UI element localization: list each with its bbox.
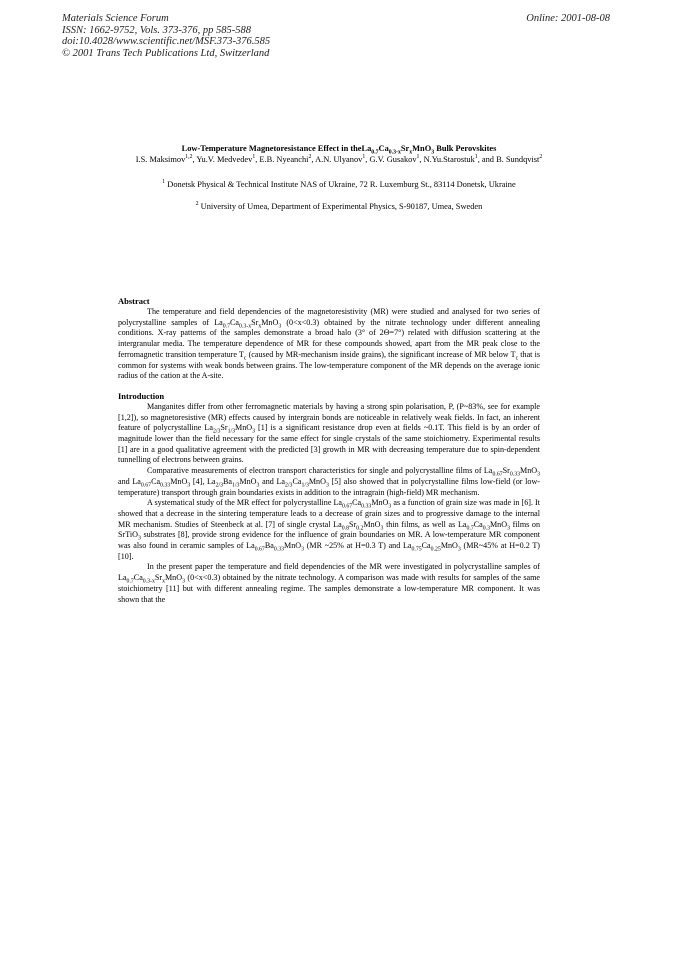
paper-title: Low-Temperature Magnetoresistance Effect in $theLa_{0.7}Ca_{0.3-x}Sr_xMnO_3$ Bulk Perovskites: [181, 144, 497, 156]
author-list: I.S. Maksimov$^{1,2}$, Yu.V. Medvedev$^1$, E.B. Nyeanchi$^2$, A.N. Ulyanov$^1$, G.V. Gusakov$^1$, N.Yu.Starostuk$^1$, and B. Sundqvist$^2$: [135, 154, 543, 164]
paper-body: [118, 296, 540, 605]
abstract-heading: Abstract: [118, 296, 150, 306]
journal-header: [62, 13, 270, 59]
issn-line: ISSN: 1662-9752, Vols. 373-376, pp 585-588: [62, 24, 251, 36]
doi-line[interactable]: doi:10.4028/www.scientific.net/MSF.373-376.585: [62, 36, 271, 48]
journal-name: Materials Science Forum: [62, 13, 169, 24]
section-spacer: [118, 382, 540, 391]
online-date: Online: 2001-08-08: [526, 13, 610, 24]
introduction-heading: Introduction: [118, 390, 165, 401]
intro-paragraph: A systematical study of the MR effect for polycrystalline $La_{0.67}Ca_{0.33}MnO_3$ as a function of grain size was made in [6]. It showed that a decrease in the sintering temperature leads to a decrease of grain sizes and to progressive damage to the internal MR mechanism. Studies of Steenbeck at al. [7] of single crystal $La_{0.8}Sr_{0.2}MnO_3$ thin films, as well as $La_{0.7}Ca_{0.3}MnO_3$ films on SrTiO$_3$ substrates [8], provide strong evidence for the influence of grain boundaries on MR. A low-temperature MR component was also found in ceramic samples of $La_{0.67}Ba_{0.33}MnO_3$ (MR ~25% at H=0.3 T) and $La_{0.75}Ca_{0.25}MnO_3$ (MR~45% at H=0.2 T) [10].: [118, 498, 541, 561]
abstract-text: The temperature and field dependencies of the magnetoresistivity (MR) were studied and analysed for two series of polycrystalline samples of $La_{0.7}Ca_{0.3-x}Sr_xMnO_3$ (0<x<0.3) obtained by the nitrate technology under different annealing conditions. X-ray patterns of the samples demonstrate a broad halo (3° of 2Θ=7°) related with diffusion scattering at the intergranular media. The temperature dependence of MR for these compounds showed, apart from the MR peak close to the ferromagnetic transition temperature $T_c$ (caused by MR-mechanism inside grains), the significant increase of MR below $T_c$ that is common for systems with weak bonds between grains. The low-temperature component of the MR depends on the average ionic radius of the cation at the A-site.: [118, 307, 540, 381]
affiliation-2: $^2$ University of Umea, Department of Experimental Physics, S-90187, Umea, Sweden: [195, 201, 483, 211]
intro-paragraph: In the present paper the temperature and field dependencies of the MR were investigated in polycrystalline samples of $La_{0.7}Ca_{0.3-x}Sr_xMnO_3$ (0<x<0.3) obtained by the nitrate technology. A comparison was made with results for samples of the same stoichiometry [11] but with different annealing regime. The samples demonstrate a low-temperature MR component. It was shown that the: [118, 562, 540, 604]
intro-paragraph: Manganites differ from other ferromagnetic materials by having a strong spin polarisation, P, (P~83%, see for example [1,2]), so magnetoresistive (MR) effects caused by intergrain bonds are noticeable in relatively weak fields. In fact, an inherent feature of polycrystalline $La_{2/3}Sr_{1/3}MnO_3$ [1] is a significant resistance drop even at fields ~0.1T. This field is by an order of magnitude lower than the field necessary for the same effect for single crystals of the same stoichiometry. Experimental results [1] are in a good qualitative agreement with the predicted [3] growth in MR with decreasing temperature due to spin-dependent tunnelling of electrons between grains.: [118, 401, 540, 465]
intro-paragraph: Comparative measurements of electron transport characteristics for single and polycrystalline films of $La_{0.67}Sr_{0.33}MnO_3$ and $La_{0.67}Ca_{0.33}MnO_3$ [4], $La_{2/3}Ba_{1/3}MnO_3$ and $La_{2/3}Ca_{1/3}MnO_3$ [5] also showed that in polycrystalline films low-field (or low-temperature) transport through grain boundaries exists in addition to the intragrain (high-field) MR mechanism.: [118, 466, 540, 497]
copyright-line: © 2001 Trans Tech Publications Ltd, Switzerland: [62, 47, 270, 59]
affiliation-1: $^1$ Donetsk Physical & Technical Institute NAS of Ukraine, 72 R. Luxemburg St., 83114 Donetsk, Ukraine: [162, 179, 516, 189]
